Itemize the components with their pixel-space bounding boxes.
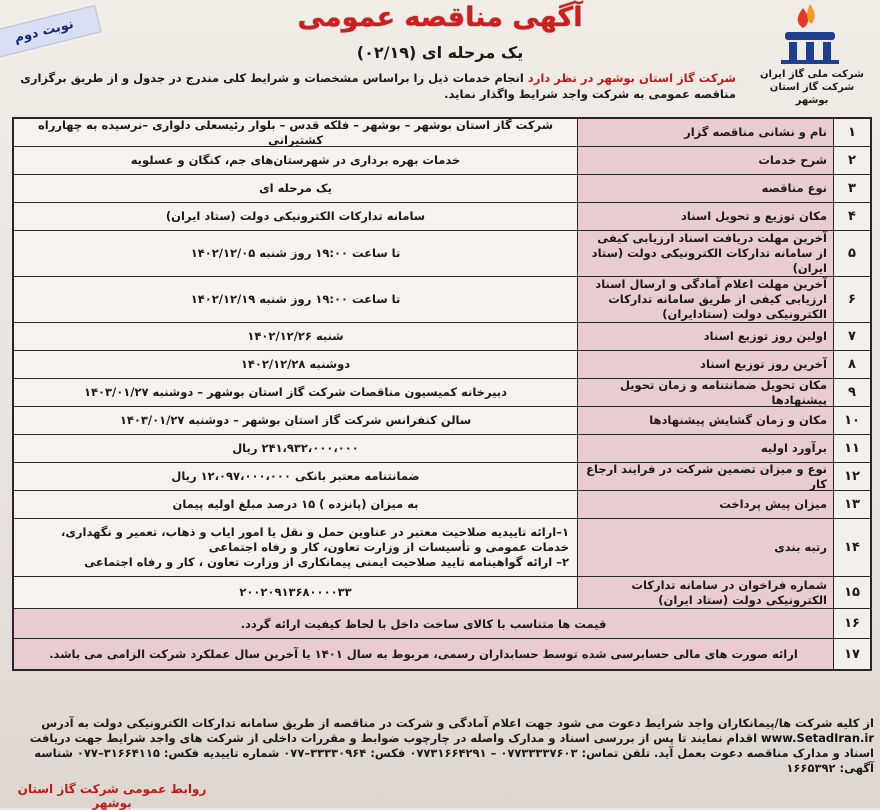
row-value: شرکت گاز استان بوشهر – بوشهر – فلکه قدس – بلوار رئیسعلی دلواری –نرسیده به چهارراه کشتیرانی — [37, 117, 554, 147]
table-row — [14, 379, 870, 407]
row-number: ۶ — [833, 277, 870, 322]
row-value: تا ساعت ۱۹:۰۰ روز شنبه ۱۴۰۲/۱۲/۱۹ — [190, 292, 401, 306]
row-number: ۱۴ — [833, 519, 870, 576]
row-number: ۳ — [833, 175, 870, 202]
row-label: میزان پیش پرداخت — [577, 491, 833, 518]
table-row — [14, 435, 870, 463]
row-label: شرح خدمات — [577, 147, 833, 174]
row-value: سامانه تدارکات الکترونیکی دولت (ستاد ایران) — [165, 209, 426, 223]
row-number: ۱۰ — [833, 407, 870, 434]
row-value: خدمات بهره برداری در شهرستان‌های جم، کنگان و عسلویه — [130, 153, 461, 167]
company-logo — [760, 4, 860, 70]
row-value: ۱–ارائه تاییدیه صلاحیت معتبر در عناوین حمل و نقل یا امور ایاب و ذهاب، تعمیر و نگهداری، خدمات عمومی و تأسیسات از وزارت تعاون، کار و رفاه اجتماعی ۲– ارائه گواهینامه تایید صلاحیت ایمنی پیمانکاری از وزارت تعاون ، کار و رفاه اجتماعی — [60, 525, 569, 569]
table-row — [14, 577, 870, 609]
row-number: ۸ — [833, 351, 870, 378]
footer-paragraph — [6, 716, 874, 776]
row-label: رتبه بندی — [577, 519, 833, 576]
row-label: اولین روز توزیع اسناد — [577, 323, 833, 350]
row-value: دبیرخانه کمیسیون مناقصات شرکت گاز استان بوشهر – دوشنبه ۱۴۰۳/۰۱/۲۷ — [83, 385, 508, 399]
row-number: ۴ — [833, 203, 870, 230]
row-number: ۱۶ — [833, 609, 870, 638]
row-number: ۱۵ — [833, 577, 870, 608]
intro-highlight: شرکت گاز استان بوشهر در نظر دارد — [527, 71, 736, 85]
row-label: برآورد اولیه — [577, 435, 833, 462]
row-label: مکان توزیع و تحویل اسناد — [577, 203, 833, 230]
row-number: ۱۷ — [833, 639, 870, 669]
setad-url-link[interactable]: www.SetadIran.ir — [761, 731, 874, 745]
table-row — [14, 147, 870, 175]
row-label: مکان و زمان گشایش پیشنهادها — [577, 407, 833, 434]
row-number: ۹ — [833, 379, 870, 406]
row-value: ۲۴۱،۹۳۲،۰۰۰،۰۰۰ ریال — [232, 441, 359, 455]
row-label: نام و نشانی مناقصه گزار — [577, 119, 833, 146]
company-line-2: شرکت گاز استان بوشهر — [769, 82, 855, 106]
row-label: آخرین مهلت اعلام آمادگی و ارسال اسناد ارزیابی کیفی از طریق سامانه تدارکات الکترونیکی دولت (ستادایران) — [577, 277, 833, 322]
row-number: ۱ — [833, 119, 870, 146]
row-note: قیمت ها متناسب با کالای ساخت داخل با لحاظ کیفیت ارائه گردد. — [14, 609, 833, 638]
row-note: ارائه صورت های مالی حسابرسی شده توسط حسابداران رسمی، مربوط به سال ۱۴۰۱ یا آخرین سال عملکرد شرکت الزامی می باشد. — [14, 639, 833, 669]
row-number: ۷ — [833, 323, 870, 350]
row-label: نوع و میزان تضمین شرکت در فرایند ارجاع کار — [577, 463, 833, 490]
table-row — [14, 203, 870, 231]
row-number: ۱۲ — [833, 463, 870, 490]
row-value: ۲۰۰۲۰۹۱۳۶۸۰۰۰۰۳۳ — [239, 585, 352, 599]
intro-paragraph — [6, 70, 736, 102]
public-relations-signature: روابط عمومی شرکت گاز استان بوشهر — [17, 782, 207, 810]
intro-rest: انجام خدمات ذیل را براساس مشخصات و شرایط کلی مندرج در جدول و از طریق برگزاری مناقصه عمومی به شرکت واجد شرایط واگذار نماید. — [20, 71, 736, 101]
second-publication-ribbon: نوبت دوم — [0, 5, 102, 59]
row-number: ۲ — [833, 147, 870, 174]
row-label: شماره فراخوان در سامانه تدارکات الکترونیکی دولت (ستاد ایران) — [577, 577, 833, 608]
row-number: ۱۳ — [833, 491, 870, 518]
footer-text-2: اقدام نمایند تا پس از بررسی اسناد و مدارک واصله در چارچوب ضوابط و مقررات داخلی از شرکت های واجد شرایط جهت دریافت اسناد و مدارک مناقصه دعوت بعمل آید. تلفن تماس: ۰۷۷۳۳۳۳۷۶۰۳ – ۰۷۷۳۱۶۶۴۲۹۱ فکس: ۳۳۳۳۰۹۶۴–۰۷۷ شماره تاییدیه فکس: ۳۱۶۶۴۱۱۵–۰۷۷ شناسه آگهی: ۱۶۶۵۳۹۲ — [29, 731, 874, 775]
table-row — [14, 119, 870, 147]
row-label: نوع مناقصه — [577, 175, 833, 202]
company-names — [752, 68, 872, 107]
row-label: مکان تحویل ضمانتنامه و زمان تحویل پیشنهادها — [577, 379, 833, 406]
row-label: آخرین روز توزیع اسناد — [577, 351, 833, 378]
table-row — [14, 323, 870, 351]
table-row — [14, 463, 870, 491]
row-value: تا ساعت ۱۹:۰۰ روز شنبه ۱۴۰۲/۱۲/۰۵ — [190, 246, 401, 260]
notice-header — [0, 0, 880, 120]
company-line-1: شرکت ملی گاز ایران — [760, 69, 864, 80]
row-value: ضمانتنامه معتبر بانکی ۱۲،۰۹۷،۰۰۰،۰۰۰ ریال — [171, 469, 420, 483]
row-value: به میزان (پانزده ) ۱۵ درصد مبلغ اولیه پیمان — [172, 497, 419, 511]
table-row — [14, 639, 870, 669]
row-value: سالن کنفرانس شرکت گاز استان بوشهر – دوشنبه ۱۴۰۳/۰۱/۲۷ — [119, 413, 472, 427]
row-value: شنبه ۱۴۰۲/۱۲/۲۶ — [247, 329, 344, 343]
table-row — [14, 519, 870, 577]
row-value: یک مرحله ای — [259, 181, 332, 195]
tender-details-table — [12, 117, 872, 671]
table-row — [14, 609, 870, 639]
table-row — [14, 231, 870, 277]
table-row — [14, 277, 870, 323]
gas-company-logo-icon — [765, 4, 855, 68]
notice-title: آگهی مناقصه عمومی — [297, 2, 583, 33]
table-row — [14, 407, 870, 435]
table-row — [14, 351, 870, 379]
row-value: دوشنبه ۱۴۰۲/۱۲/۲۸ — [240, 357, 351, 371]
notice-subtitle: یک مرحله ای (۰۲/۱۹) — [356, 43, 524, 62]
row-number: ۵ — [833, 231, 870, 276]
table-row — [14, 491, 870, 519]
footer-text-1: از کلیه شرکت ها/پیمانکاران واجد شرایط دعوت می شود جهت اعلام آمادگی و شرکت در مناقصه از طریق سامانه تدارکات الکترونیکی دولت به آدرس — [41, 716, 874, 730]
row-number: ۱۱ — [833, 435, 870, 462]
table-row — [14, 175, 870, 203]
row-label: آخرین مهلت دریافت اسناد ارزیابی کیفی از سامانه تدارکات الکترونیکی دولت (ستاد ایران) — [577, 231, 833, 276]
